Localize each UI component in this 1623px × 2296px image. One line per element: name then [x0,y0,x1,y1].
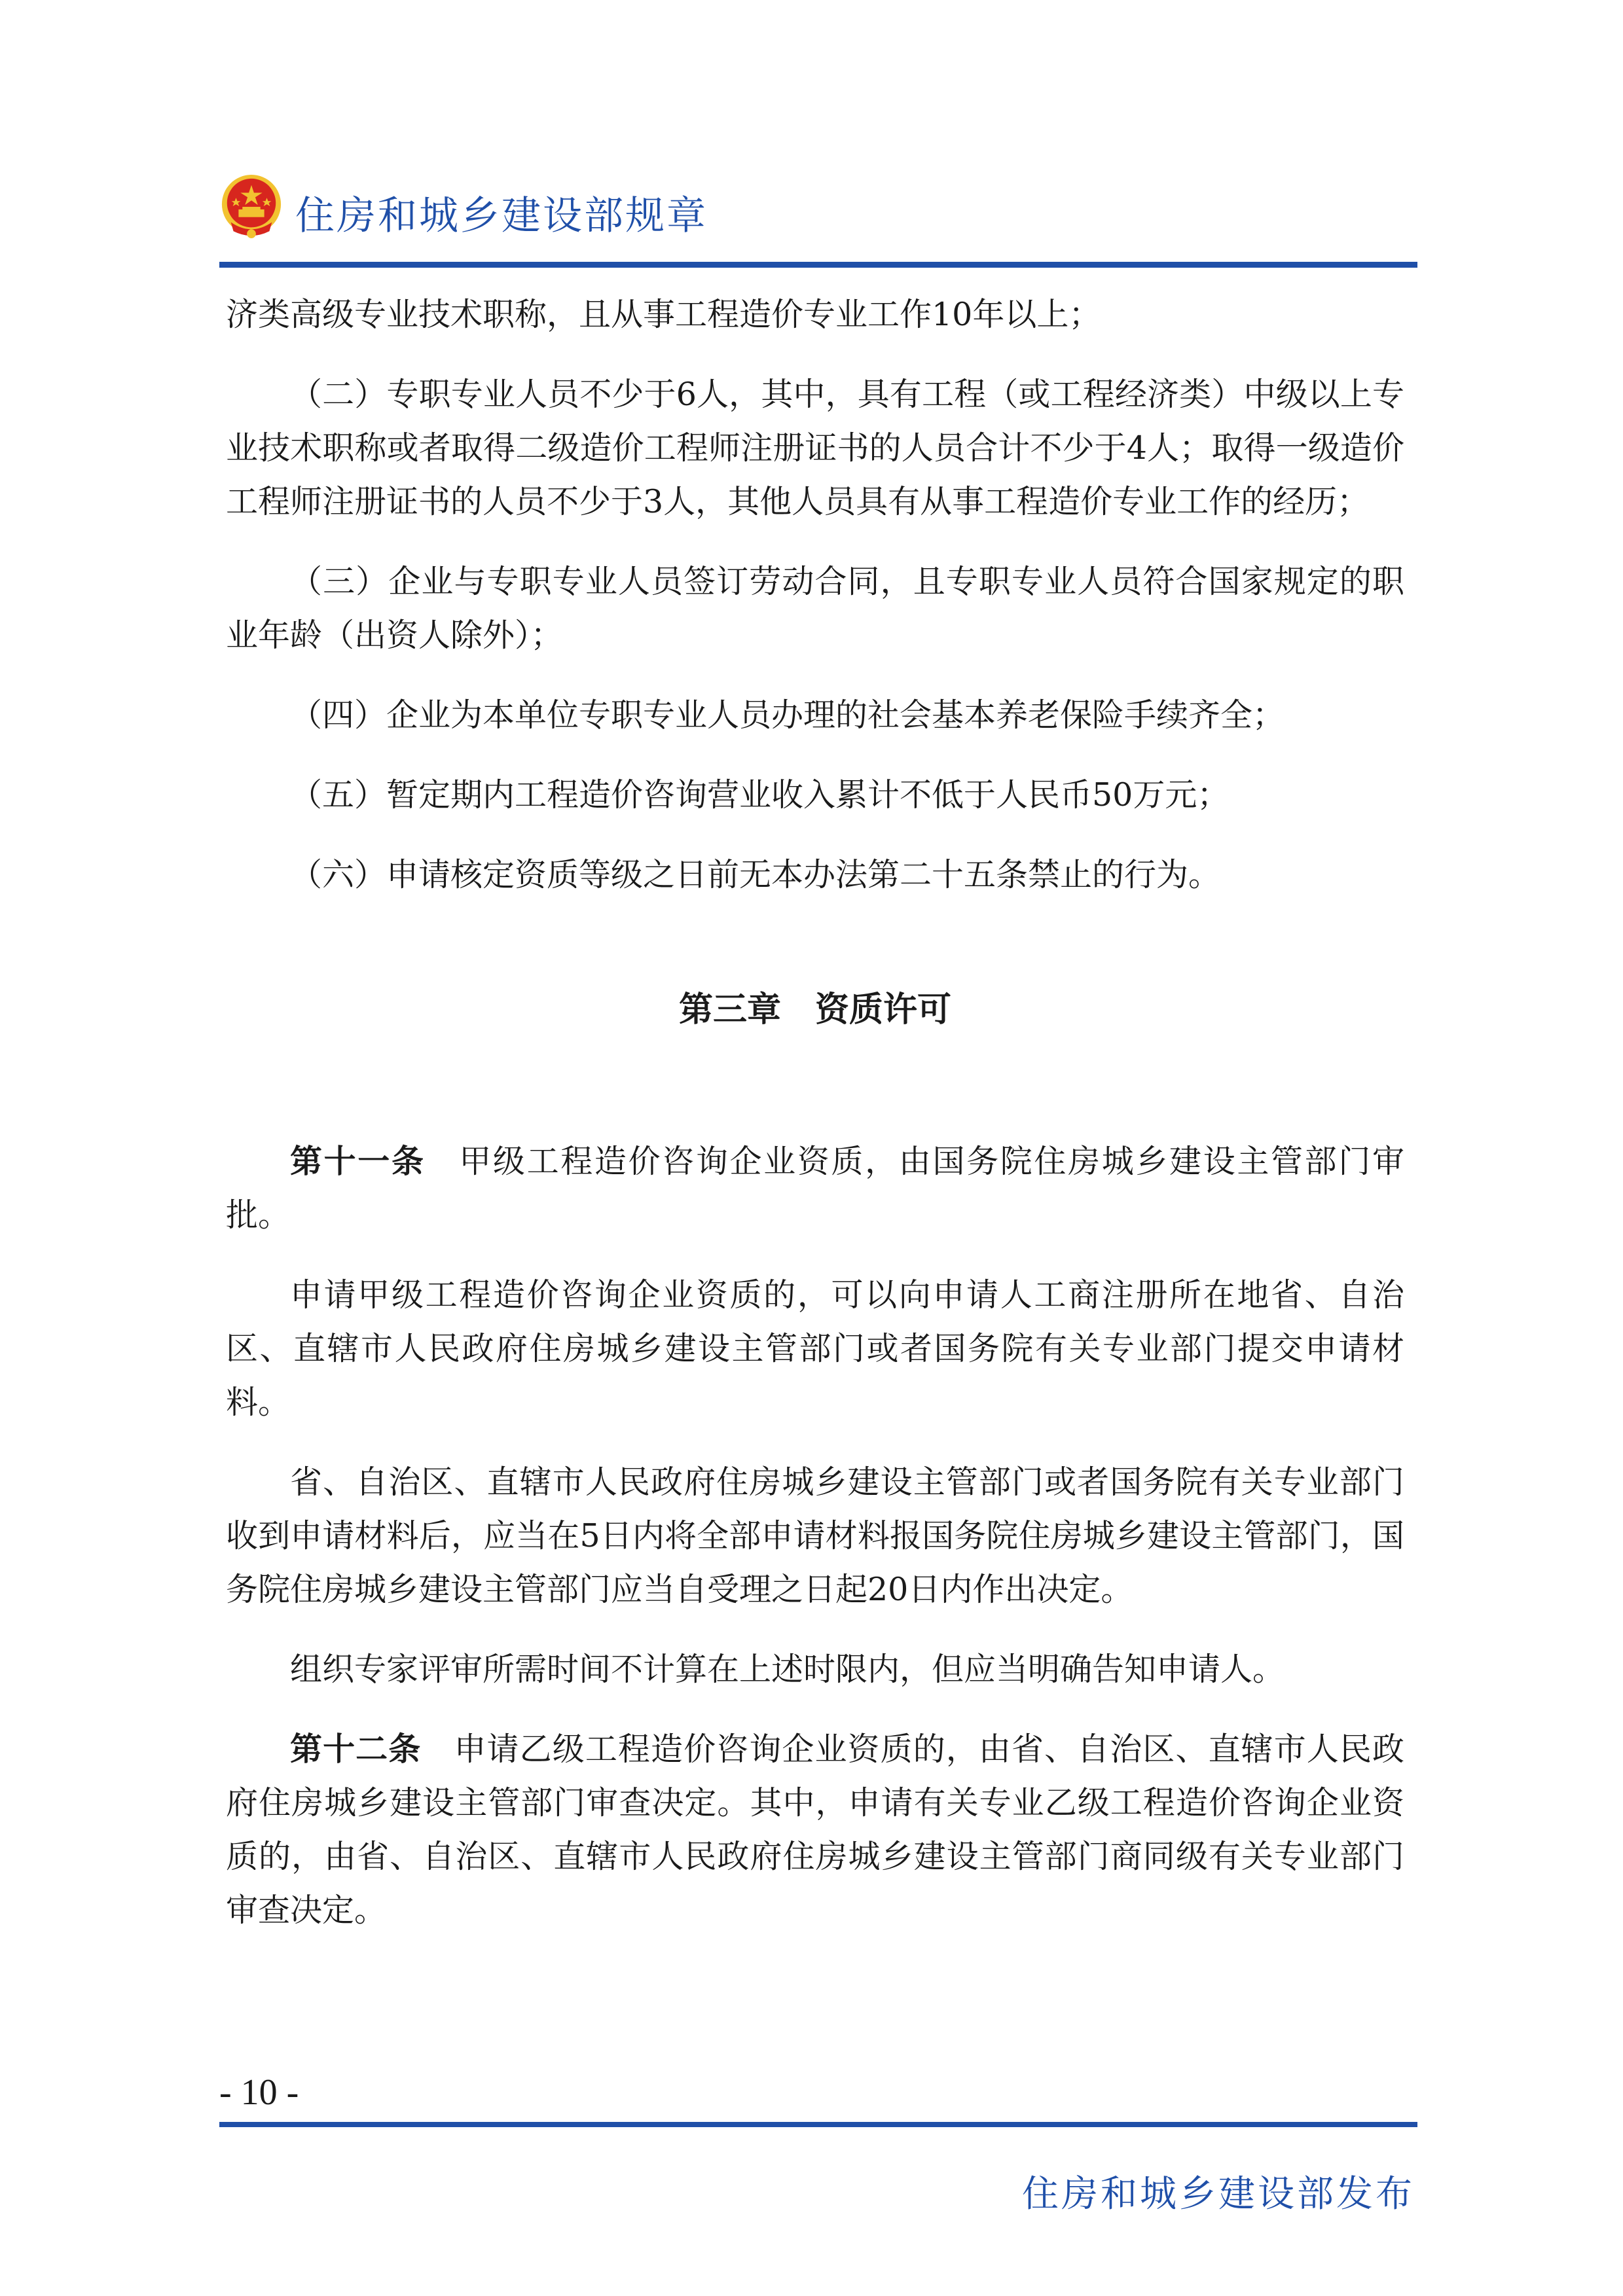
chapter-heading: 第三章 资质许可 [678,990,951,1030]
article-11-text: 甲级工程造价咨询企业资质，由国务院住房城乡建设主管部门审批。 [226,1143,1404,1234]
article-12 [226,1723,1404,1937]
article-11-paragraph-2: 申请甲级工程造价咨询企业资质的，可以向申请人工商注册所在地省、自治区、直辖市人民政府住房城乡建设主管部门或者国务院有关专业部门提交申请材料。 [226,1276,1404,1421]
article-11-paragraph-4: 组织专家评审所需时间不计算在上述时限内，但应当明确告知申请人。 [290,1651,1285,1688]
list-item-3: （三）企业与专职专业人员签订劳动合同，且专职专业人员符合国家规定的职业年龄（出资人除外）； [226,563,1404,654]
document-body [226,275,1404,1964]
article-11-number: 第十一条 [290,1143,426,1180]
header-divider [219,262,1417,268]
footer-publisher: 住房和城乡建设部发布 [1022,2173,1415,2215]
page-header [219,171,1417,250]
article-11 [226,1135,1404,1242]
list-item-6: （六）申请核定资质等级之日前无本办法第二十五条禁止的行为。 [290,856,1221,893]
article-11-paragraph-3: 省、自治区、直辖市人民政府住房城乡建设主管部门或者国务院有关专业部门收到申请材料后，应当在5日内将全部申请材料报国务院住房城乡建设主管部门，国务院住房城乡建设主管部门应当自受理之日起20日内作出决定。 [226,1463,1404,1608]
national-emblem-icon [219,171,283,243]
article-12-text: 申请乙级工程造价咨询企业资质的，由省、自治区、直辖市人民政府住房城乡建设主管部门审查决定。其中，申请有关专业乙级工程造价咨询企业资质的，由省、自治区、直辖市人民政府住房城乡建设主管部门商同级有关专业部门审查决定。 [226,1731,1404,1929]
paragraph-continuation: 济类高级专业技术职称，且从事工程造价专业工作10年以上； [226,296,1101,333]
header-title: 住房和城乡建设部规章 [295,193,708,239]
page-number: - 10 - [219,2072,299,2113]
footer-divider [219,2122,1417,2127]
article-12-number: 第十二条 [290,1731,422,1768]
list-item-2: （二）专职专业人员不少于6人，其中，具有工程（或工程经济类）中级以上专业技术职称或者取得二级造价工程师注册证书的人员合计不少于4人；取得一级造价工程师注册证书的人员不少于3人，其他人员具有从事工程造价专业工作的经历； [226,376,1404,520]
list-item-5: （五）暂定期内工程造价咨询营业收入累计不低于人民币50万元； [290,776,1230,814]
list-item-4: （四）企业为本单位专职专业人员办理的社会基本养老保险手续齐全； [290,696,1285,734]
